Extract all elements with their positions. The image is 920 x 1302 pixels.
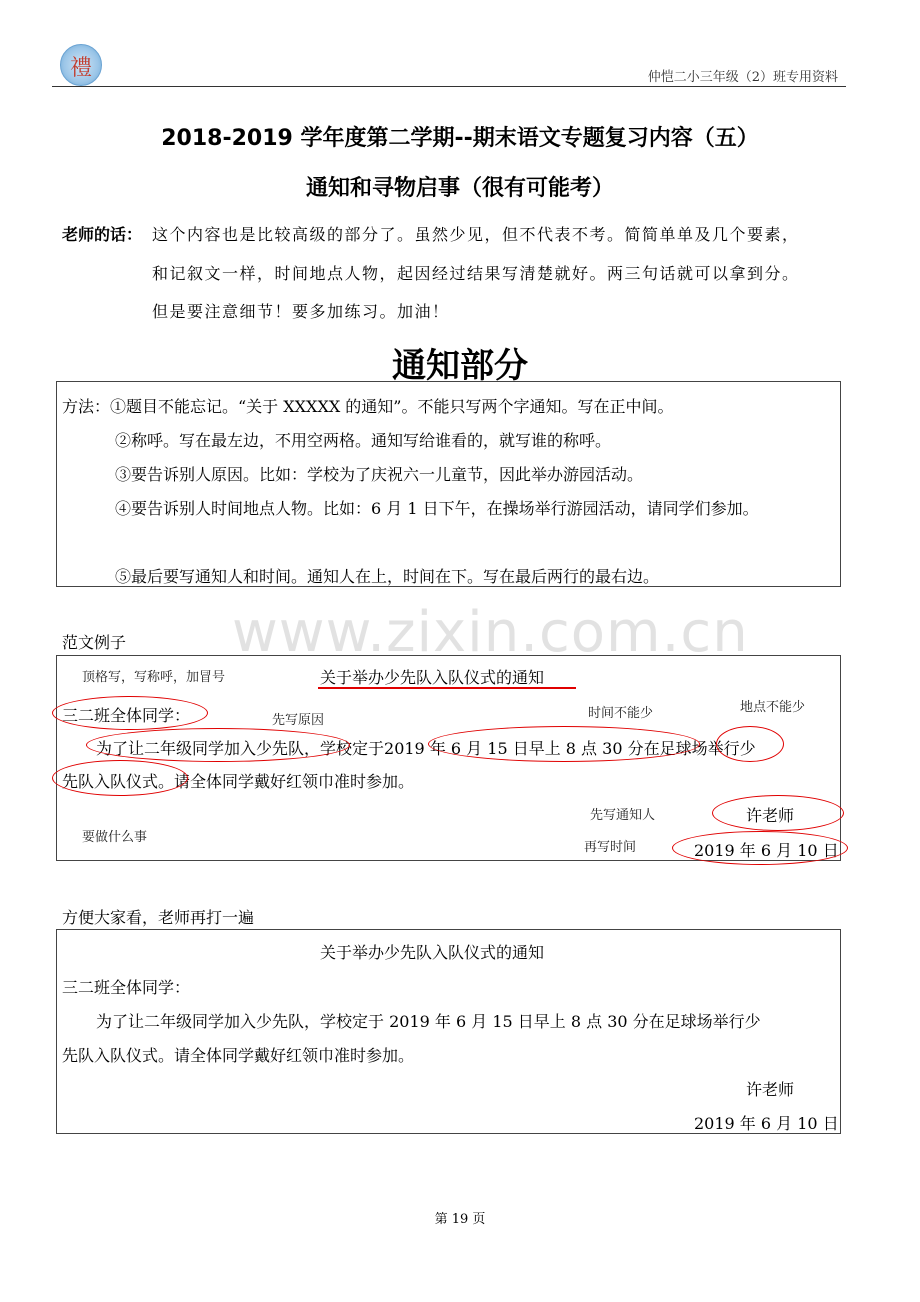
retyped-signer: 许老师 — [746, 1080, 795, 1099]
example-label: 范文例子 — [62, 633, 127, 652]
logo-char: 禮 — [69, 56, 92, 81]
header-divider — [52, 86, 846, 87]
example-notice-title: 关于举办少先队入队仪式的通知 — [320, 668, 545, 687]
teacher-words-line-3: 但是要注意细节！要多加练习。加油！ — [152, 302, 450, 321]
page-number: 第 19 页 — [434, 1212, 486, 1227]
example-signer: 许老师 — [746, 806, 795, 825]
retyped-label: 方便大家看，老师再打一遍 — [62, 908, 255, 927]
example-body-time: 2019 年 6 月 15 日早上 8 点 30 分在 — [384, 739, 660, 758]
note-notifier-first: 先写通知人 — [590, 808, 656, 823]
date-highlight — [672, 831, 848, 865]
salutation-highlight — [52, 696, 208, 730]
note-reason-first: 先写原因 — [272, 713, 325, 728]
retyped-body-line-1: 为了让二年级同学加入少先队，学校定于 2019 年 6 月 15 日早上 8 点 30 分在足球场举行少 — [96, 1012, 761, 1031]
school-logo — [60, 44, 102, 86]
note-time-required: 时间不能少 — [588, 706, 654, 721]
note-top-format: 顶格写，写称呼，加冒号 — [82, 670, 226, 685]
note-place-required: 地点不能少 — [740, 700, 806, 715]
section-title: 通知部分 — [392, 346, 528, 386]
method-line-5: ⑤最后要写通知人和时间。通知人在上，时间在下。写在最后两行的最右边。 — [115, 567, 660, 586]
signer-highlight — [712, 795, 844, 831]
teacher-words-line-2: 和记叙文一样，时间地点人物，起因经过结果写清楚就好。两三句话就可以拿到分。 — [152, 264, 800, 283]
event-highlight — [52, 760, 188, 796]
method-line-2: ②称呼。写在最左边，不用空两格。通知写给谁看的，就写谁的称呼。 — [115, 431, 612, 450]
retyped-date: 2019 年 6 月 10 日 — [694, 1114, 839, 1133]
page-title: 2018-2019 学年度第二学期--期末语文专题复习内容（五） — [161, 126, 759, 151]
example-body-line-2: 先队入队仪式。请全体同学戴好红领巾准时参加。 — [62, 772, 415, 791]
page-subtitle: 通知和寻物启事（很有可能考） — [305, 176, 614, 201]
teacher-words-line-1: 这个内容也是比较高级的部分了。虽然少见，但不代表不考。简简单单及几个要素， — [152, 225, 800, 244]
method-line-3: ③要告诉别人原因。比如：学校为了庆祝六一儿童节，因此举办游园活动。 — [115, 465, 644, 484]
watermark: www.zixin.com.cn — [232, 600, 749, 665]
place-highlight — [716, 726, 784, 762]
retyped-body-line-2: 先队入队仪式。请全体同学戴好红领巾准时参加。 — [62, 1046, 415, 1065]
retyped-salutation: 三二班全体同学： — [62, 978, 191, 997]
teacher-words-label: 老师的话： — [62, 225, 143, 244]
time-highlight — [428, 726, 700, 762]
reason-highlight — [86, 728, 350, 762]
example-body-place: 足球场 — [659, 739, 708, 758]
example-salutation: 三二班全体同学： — [62, 706, 191, 725]
method-line-4: ④要告诉别人时间地点人物。比如：6 月 1 日下午，在操场举行游园活动，请同学们参加。 — [115, 499, 759, 518]
method-line-1: 方法：①题目不能忘记。“关于 XXXXX 的通知”。不能只写两个字通知。写在正中间。 — [62, 397, 674, 416]
example-date: 2019 年 6 月 10 日 — [694, 841, 839, 860]
example-body-action: 举行少 — [707, 739, 756, 758]
header-class-label: 仲恺二小三年级（2）班专用资料 — [647, 70, 838, 85]
example-body-reason: 为了让二年级同学加入少先队，学校定于 — [96, 739, 385, 758]
title-underline-mark — [318, 687, 576, 689]
note-what-to-do: 要做什么事 — [82, 830, 148, 845]
retyped-notice-title: 关于举办少先队入队仪式的通知 — [320, 943, 545, 962]
note-time-after: 再写时间 — [584, 840, 637, 855]
